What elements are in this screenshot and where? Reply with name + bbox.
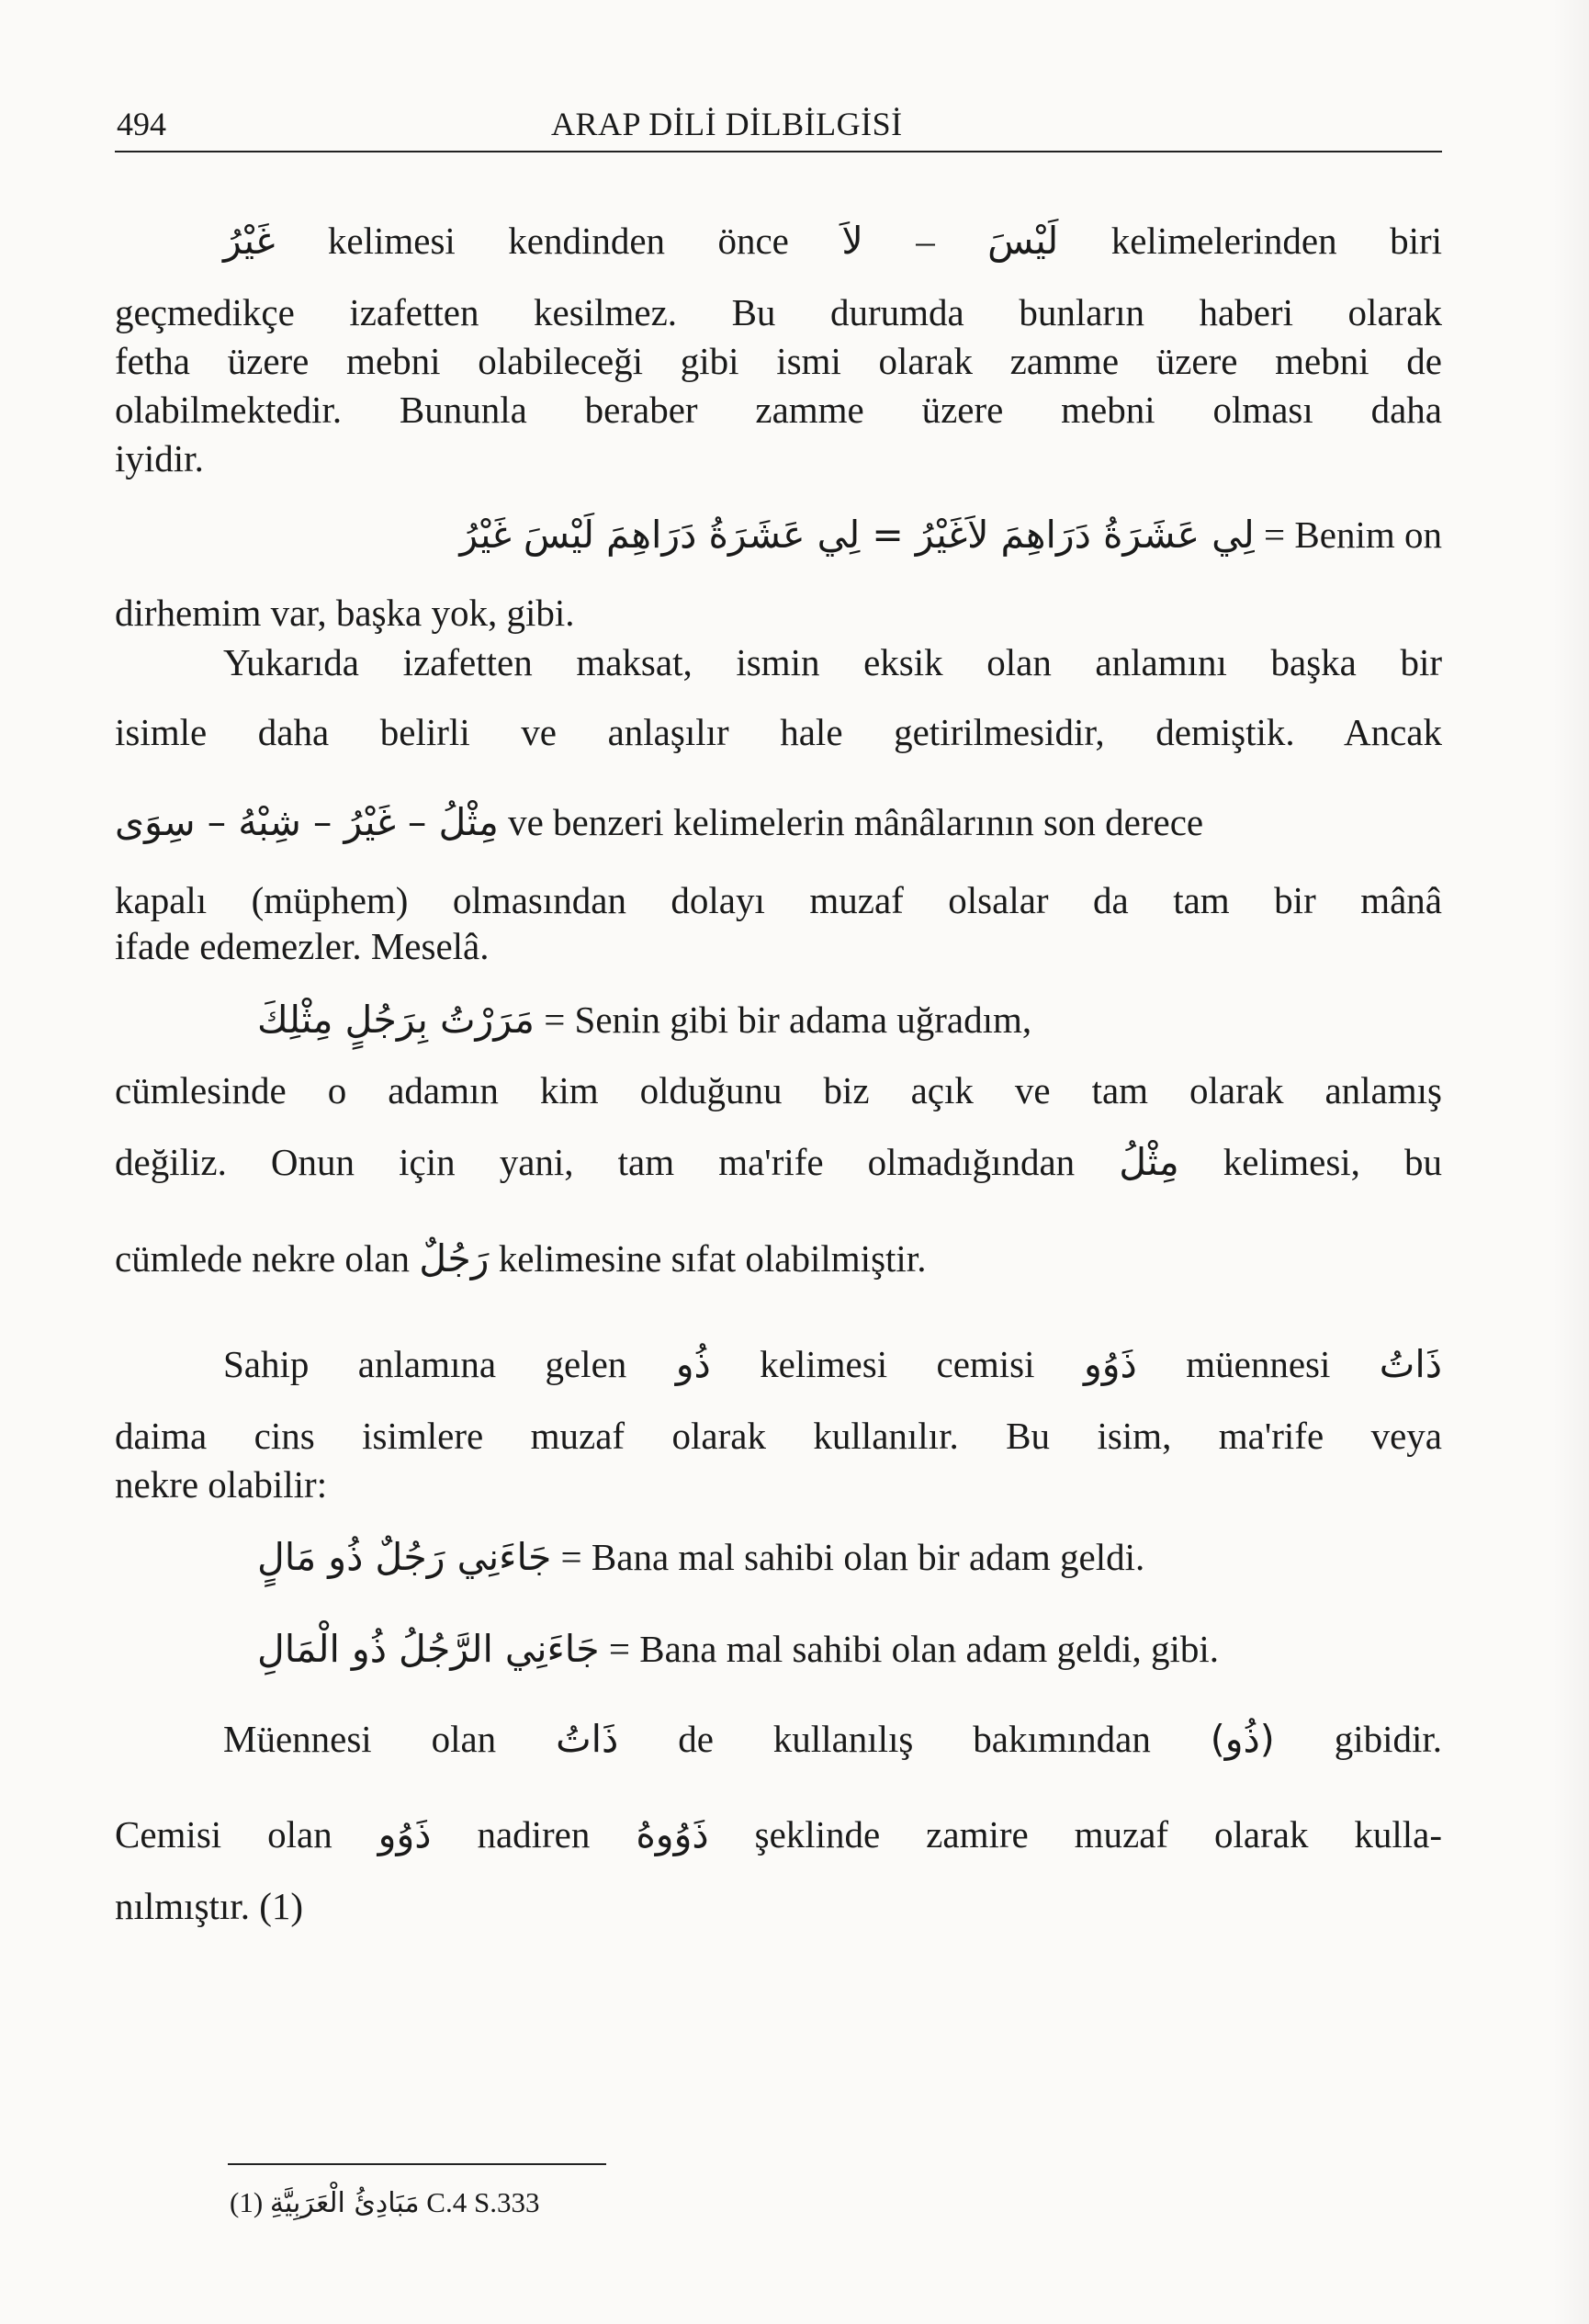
arabic-word: ذَوُو [1083, 1342, 1137, 1386]
arabic-word: لاَ [841, 219, 863, 263]
arabic-word: لَيْسَ [987, 219, 1059, 263]
page-number: 494 [117, 106, 166, 142]
text-line-17: Sahip anlamına gelen ذُو kelimesi cemisi ذَوُو müennesi ذَاتُ [223, 1342, 1443, 1386]
text-line-10: مِثْلُ – غَيْرُ – شِبْهُ – سِوَى ve benzeri kelimelerin mânâlarının son derece [115, 800, 1204, 844]
arabic-example-line: جَاءَنِي رَجُلٌ ذُو مَالٍ = Bana mal sahibi olan bir adam geldi. [257, 1535, 1145, 1579]
arabic-example: جَاءَنِي رَجُلٌ ذُو مَالٍ [257, 1535, 552, 1579]
page-edge-shadow [1552, 0, 1589, 2324]
text-line-3: fetha üzere mebni olabileceği gibi ismi olarak zamme üzere mebni de [115, 340, 1442, 382]
running-title: ARAP DİLİ DİLBİLGİSİ [551, 106, 903, 142]
arabic-word: ذَوُو [378, 1812, 432, 1856]
arabic-example-line: جَاءَنِي الرَّجُلُ ذُو الْمَالِ = Bana mal sahibi olan adam geldi, gibi. [257, 1627, 1220, 1671]
text-line-8: Yukarıda izafetten maksat, ismin eksik olan anlamını başka bir [223, 641, 1442, 683]
arabic-example-line: لِي عَشَرَةُ دَرَاهِمَ لاَغَيْرُ = لِي عَشَرَةُ دَرَاهِمَ لَيْسَ غَيْرُ = Benim on [459, 513, 1442, 557]
text-line-16: cümlede nekre olan رَجُلٌ kelimesine sıfat olabilmiştir. [115, 1236, 927, 1280]
arabic-word: ذُو [675, 1342, 711, 1386]
text-line-7: dirhemim var, başka yok, gibi. [115, 592, 575, 634]
arabic-word-list: مِثْلُ – غَيْرُ – شِبْهُ – سِوَى [115, 800, 499, 844]
text-line-5: iyidir. [115, 437, 204, 479]
text-line-22: Müennesi olan ذَاتُ de kullanılış bakımından (ذُو) gibidir. [223, 1717, 1443, 1761]
text-line-4: olabilmektedir. Bununla beraber zamme üzere mebni olması daha [115, 389, 1442, 431]
arabic-word: غَيْرُ [223, 219, 276, 263]
page-header [115, 99, 1442, 152]
arabic-example-line: مَرَرْتُ بِرَجُلٍ مِثْلِكَ = Senin gibi bir adama uğradım, [257, 998, 1032, 1042]
footnote-rule [228, 2163, 606, 2165]
text-line-12: ifade edemezler. Meselâ. [115, 925, 490, 967]
arabic-example: لِي عَشَرَةُ دَرَاهِمَ لاَغَيْرُ = لِي عَشَرَةُ دَرَاهِمَ لَيْسَ غَيْرُ [459, 513, 1255, 557]
arabic-word: ذَاتُ [556, 1717, 619, 1761]
arabic-word: رَجُلٌ [419, 1236, 490, 1280]
footnote [230, 2186, 539, 2219]
footnote-arabic-title: مَبَادِئُ الْعَرَبِيَّةِ [269, 2187, 420, 2219]
text-line-11: kapalı (müphem) olmasından dolayı muzaf olsalar da tam bir mânâ [115, 879, 1442, 921]
text-line-9: isimle daha belirli ve anlaşılır hale getirilmesidir, demiştik. Ancak [115, 711, 1442, 753]
text-line-2: geçmedikçe izafetten kesilmez. Bu durumda bunların haberi olarak [115, 291, 1442, 333]
arabic-word: ذَوُوهُ [636, 1812, 709, 1856]
arabic-example: مَرَرْتُ بِرَجُلٍ مِثْلِكَ [257, 998, 535, 1042]
text-line-23: Cemisi olan ذَوُو nadiren ذَوُوهُ şeklinde zamire muzaf olarak kulla- [115, 1812, 1443, 1856]
text-line-15: değiliz. Onun için yani, tam ma'rife olmadığından مِثْلُ kelimesi, bu [115, 1140, 1443, 1184]
arabic-word: (ذُو) [1210, 1717, 1275, 1761]
text-line-14: cümlesinde o adamın kim olduğunu biz açık ve tam olarak anlamış [115, 1069, 1442, 1111]
text-line-19: nekre olabilir: [115, 1463, 328, 1506]
text-line-1: غَيْرُ kelimesi kendinden önce لاَ – لَيْسَ kelimelerinden biri [223, 219, 1443, 263]
arabic-example: جَاءَنِي الرَّجُلُ ذُو الْمَالِ [257, 1627, 600, 1671]
footnote-number: (1) [230, 2186, 264, 2218]
arabic-word: مِثْلُ [1119, 1140, 1179, 1184]
text-line-24: nılmıştır. (1) [115, 1885, 303, 1927]
arabic-word: ذَاتُ [1379, 1342, 1443, 1386]
text-line-18: daima cins isimlere muzaf olarak kullanılır. Bu isim, ma'rife veya [115, 1415, 1442, 1457]
footnote-reference: C.4 S.333 [426, 2186, 540, 2218]
